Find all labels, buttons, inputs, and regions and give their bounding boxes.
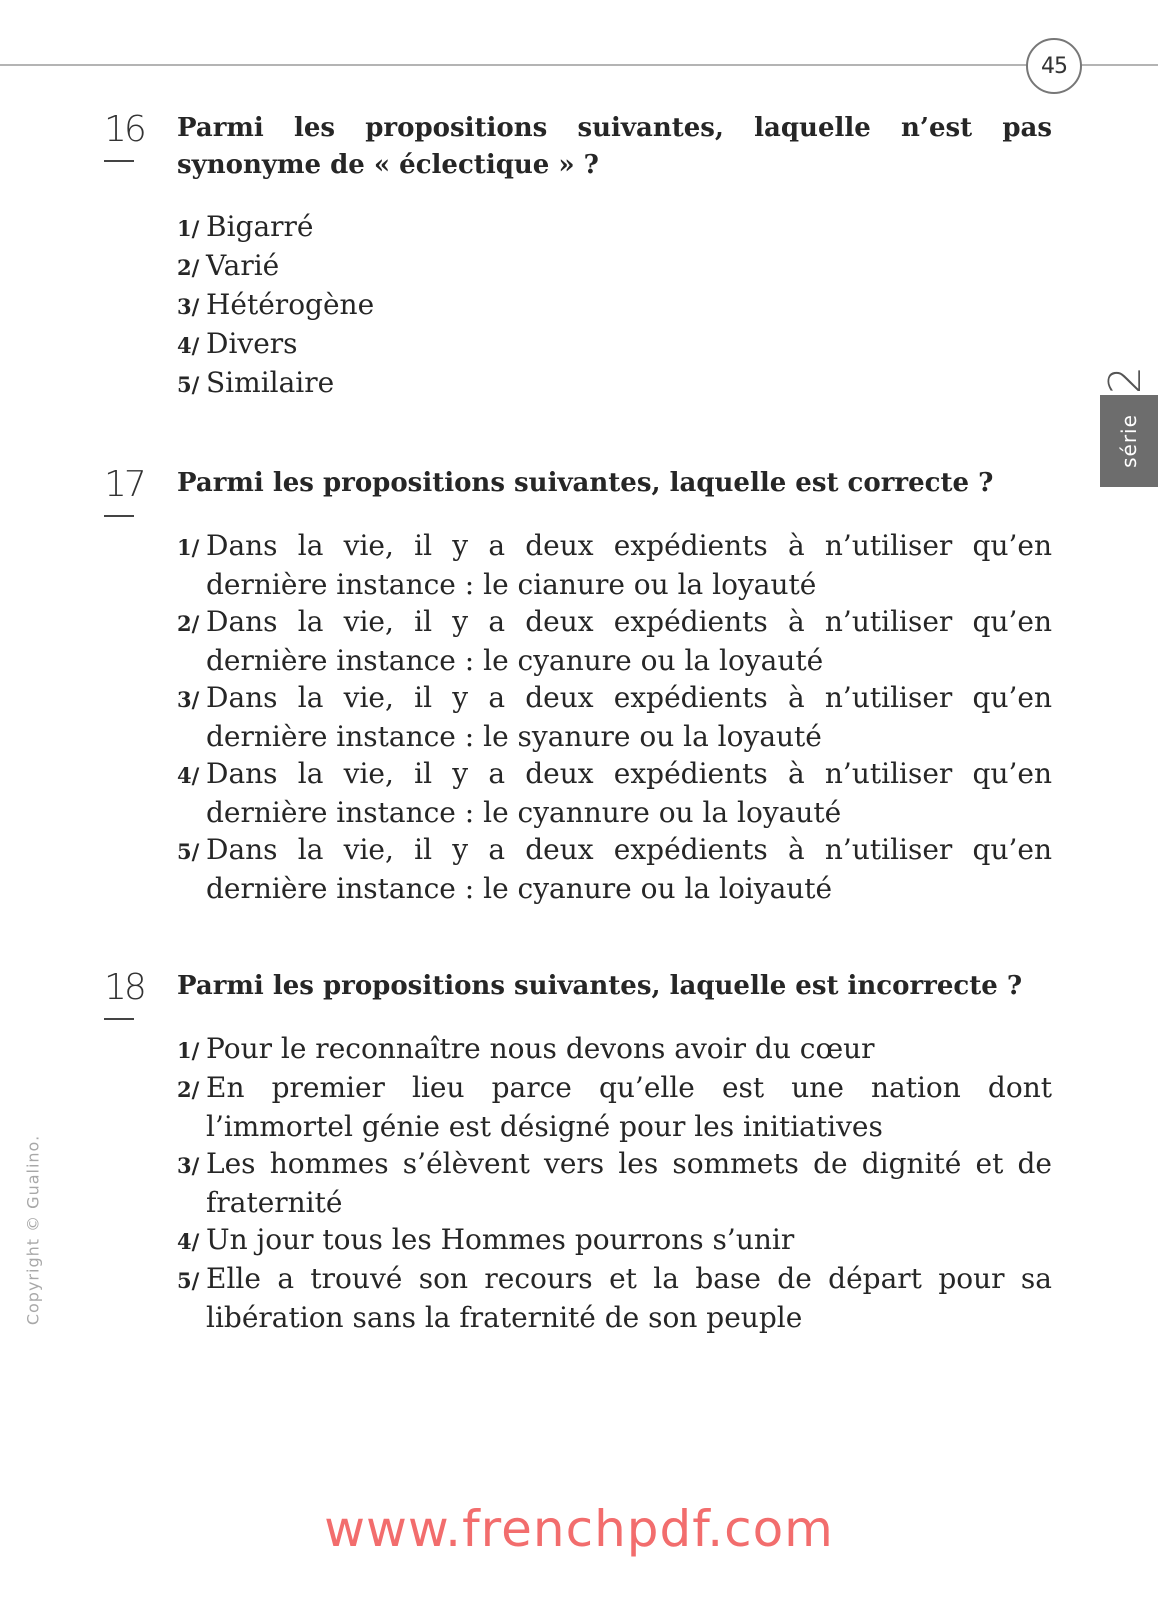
- option-item: 1/ Bigarré: [177, 210, 314, 243]
- question-number-rule: [104, 160, 134, 162]
- option-item: 4/ Un jour tous les Hommes pourrons s’unir: [177, 1223, 795, 1256]
- header-rule: [0, 64, 1158, 66]
- question-text: Parmi les propositions suivantes, laquelle est incorrecte ?: [177, 971, 1023, 1001]
- option-item: 3/ Les hommes s’élèvent vers les sommets de dignité et de fraternité: [177, 1147, 1052, 1219]
- option-item: 4/ Dans la vie, il y a deux expédients à n’utiliser qu’en dernière instance : le cyannure ou la loyauté: [177, 757, 1052, 829]
- footer-watermark-url[interactable]: www.frenchpdf.com: [324, 1500, 834, 1558]
- option-item: 3/ Hétérogène: [177, 288, 375, 321]
- option-item: 1/ Pour le reconnaître nous devons avoir du cœur: [177, 1032, 875, 1065]
- option-list: [177, 208, 1052, 403]
- option-item: 2/ Varié: [177, 249, 280, 282]
- option-item: 2/ En premier lieu parce qu’elle est une nation dont l’immortel génie est désigné pour les initiatives: [177, 1071, 1052, 1143]
- question-number: 18: [104, 967, 144, 1008]
- question-text: Parmi les propositions suivantes, laquelle est correcte ?: [177, 468, 994, 498]
- option-item: 3/ Dans la vie, il y a deux expédients à n’utiliser qu’en dernière instance : le syanure ou la loyauté: [177, 681, 1052, 753]
- series-label: série: [1117, 414, 1141, 468]
- question-number: 16: [104, 109, 144, 150]
- series-number: 2: [1100, 366, 1151, 394]
- option-list: [177, 527, 1052, 907]
- question-number-rule: [104, 515, 134, 517]
- page-number: 45: [1026, 38, 1082, 94]
- option-item: 5/ Similaire: [177, 366, 335, 399]
- question-number-rule: [104, 1018, 134, 1020]
- series-tab: [1100, 395, 1158, 487]
- option-item: 1/ Dans la vie, il y a deux expédients à n’utiliser qu’en dernière instance : le cianure ou la loyauté: [177, 529, 1052, 601]
- question-number: 17: [104, 464, 144, 505]
- option-item: 5/ Dans la vie, il y a deux expédients à n’utiliser qu’en dernière instance : le cyanure ou la loiyauté: [177, 833, 1052, 905]
- option-item: 2/ Dans la vie, il y a deux expédients à n’utiliser qu’en dernière instance : le cyanure ou la loyauté: [177, 605, 1052, 677]
- option-item: 4/ Divers: [177, 327, 298, 360]
- option-list: [177, 1030, 1052, 1336]
- option-item: 5/ Elle a trouvé son recours et la base de départ pour sa libération sans la fraternité de son peuple: [177, 1262, 1052, 1334]
- question-text: Parmi les propositions suivantes, laquelle n’est pas synonyme de « éclectique » ?: [177, 113, 1052, 180]
